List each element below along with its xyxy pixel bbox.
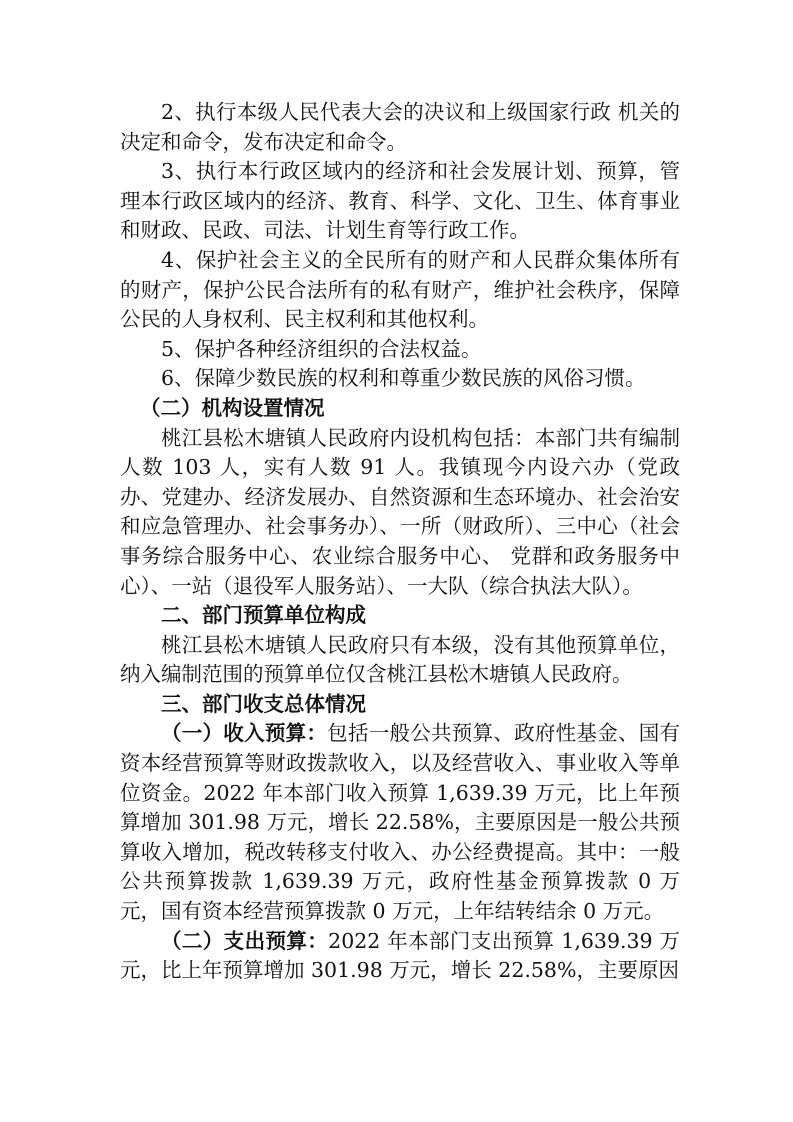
duty-item-5: 5、保护各种经济组织的合法权益。	[161, 336, 482, 361]
org-section-body: 桃江县松木塘镇人民政府内设机构包括：本部门共有编制人数 103 人，实有人数 91 人。我镇现今内设六办（党政办、党建办、经济发展办、自然资源和生态环境办、社会治安和应急管理办、社会事务办）、一所（财政所）、三中心（社会事务综合服务中心、农业综合服务中心、 党群和政务服务中心）、一站（退役军人服务站）、一大队（综合执法大队）。	[120, 425, 680, 598]
duty-item-4: 4、保护社会主义的全民所有的财产和人民群众集体所有的财产，保护公民合法所有的私有财产，维护社会秩序，保障公民的人身权利、民主权利和其他权利。	[120, 247, 680, 332]
income-lead: （一）收入预算：	[161, 721, 328, 746]
duty-item-6: 6、保障少数民族的权利和尊重少数民族的风俗习惯。	[161, 366, 646, 391]
units-section-heading: 二、部门预算单位构成	[161, 603, 366, 628]
income-body: 包括一般公共预算、政府性基金、国有资本经营预算等财政拨款收入，以及经营收入、事业收入等单位资金。2022 年本部门收入预算 1,639.39 万元，比上年预算增加 301.98 万元，增长 22.58%，主要原因是一般公共预算收入增加，税改转移支付收入、办公经费提高。其中：一般公共预算拨款 1,639.39 万元，政府性基金预算拨款 0 万元，国有资本经营预算拨款 0 万元，上年结转结余 0 万元。	[120, 721, 681, 924]
duty-item-2: 2、执行本级人民代表大会的决议和上级国家行政 机关的决定和命令，发布决定和命令。	[120, 100, 680, 154]
expense-lead: （二）支出预算：	[161, 928, 329, 953]
expense-body: 2022 年本部门支出预算 1,639.39 万元，比上年预算增加 301.98 万元，增长 22.58%，主要原因	[120, 928, 680, 983]
expense-paragraph	[120, 927, 680, 986]
units-section-body: 桃江县松木塘镇人民政府只有本级，没有其他预算单位，纳入编制范围的预算单位仅含桃江县松木塘镇人民政府。	[120, 632, 680, 687]
income-paragraph	[120, 719, 680, 926]
duty-item-3: 3、执行本行政区域内的经济和社会发展计划、预算，管理本行政区域内的经济、教育、科学、文化、卫生、体育事业和财政、民政、司法、计划生育等行政工作。	[120, 159, 680, 243]
overview-section-heading: 三、部门收支总体情况	[161, 691, 366, 716]
document-page	[120, 98, 680, 986]
org-section-heading: （二）机构设置情况	[140, 395, 325, 420]
